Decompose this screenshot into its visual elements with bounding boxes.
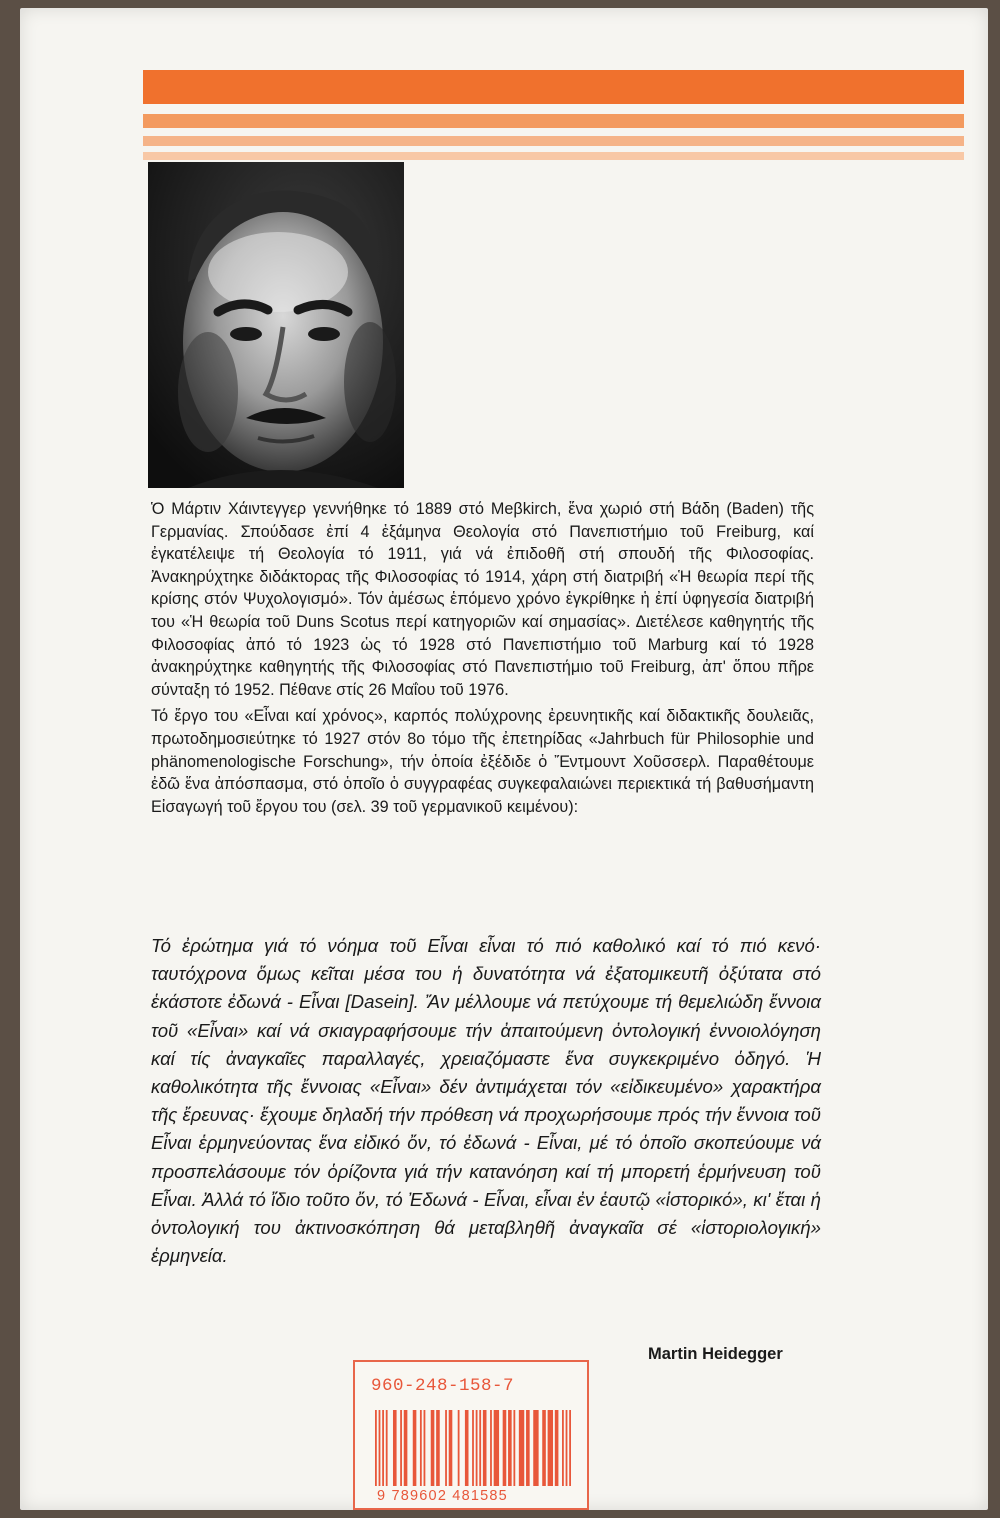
barcode-bar: [436, 1410, 440, 1486]
barcode-bar: [420, 1410, 422, 1486]
barcode-bar: [431, 1410, 435, 1486]
barcode-bar: [555, 1410, 559, 1486]
barcode-bar: [445, 1410, 447, 1486]
heidegger-quote: Τό ἐρώτημα γιά τό νόημα τοῦ Εἶναι εἶναι τό πιό καθολικό καί τό πιό κενό· ταυτόχρονα ὅμως κεῖται μέσα του ἡ δυνατότητα νά ἐξατομικευτῆ ὀξύτατα στό ἑκάστοτε ἐδωνά - Εἶναι [Dasein]. Ἄν μέλλουμε νά πετύχουμε τή θεμελιώδη ἔννοια τοῦ «Εἶναι» καί νά σκιαγραφήσουμε τήν ἀπαιτούμενη ὀντολογική ἐννοιολόγηση καί τίς ἀναγκαῖες παραλλαγές, χρειαζόμαστε ἕνα συγκεκριμένο ὁδηγό. Ἡ καθολικότητα τῆς ἔννοιας «Εἶναι» δέν ἀντιμάχεται τόν «εἰδικευμένο» χαρακτήρα τῆς ἔρευνας· ἔχουμε δηλαδή τήν πρόθεση νά προχωρήσουμε πρός τήν ἔννοια τοῦ Εἶναι ἑρμηνεύοντας ἕνα εἰδικό ὄν, τό ἐδωνά - Εἶναι, μέ τό ὁποῖο σκοπεύουμε νά προσπελάσουμε τόν ὁρίζοντα γιά τήν κατανόηση καί τή μπορετή ἑρμήνευση τοῦ Εἶναι. Ἀλλά τό ἴδιο τοῦτο ὄν, τό Ἐδωνά - Εἶναι, εἶναι ἐν ἑαυτῷ «ἱστορικό», κι' ἔται ἡ ὀντολογική του ἀκτινοσκόπηση θά μεταβληθῆ ἀναγκαῖα σέ «ἱστοριολογική» ἑρμηνεία.: [151, 935, 821, 1267]
portrait-illustration: [148, 162, 404, 488]
orange-stripe-4: [143, 152, 964, 160]
barcode-bar: [379, 1410, 381, 1486]
barcode-bar: [375, 1410, 377, 1486]
orange-stripe-2: [143, 114, 964, 128]
barcode-bar: [382, 1410, 384, 1486]
barcode-bar: [533, 1410, 538, 1486]
barcode-bar: [393, 1410, 397, 1486]
orange-stripe-3: [143, 136, 964, 146]
barcode-bar: [569, 1410, 571, 1486]
barcode-bar: [494, 1410, 499, 1486]
barcode-bar: [465, 1410, 469, 1486]
barcode-bar: [566, 1410, 568, 1486]
barcode-bar: [519, 1410, 524, 1486]
barcode-bar: [400, 1410, 402, 1486]
barcode-bar: [479, 1410, 481, 1486]
barcode-bar: [476, 1410, 478, 1486]
quote-author: Martin Heidegger: [648, 1345, 783, 1363]
barcode-bar: [490, 1410, 492, 1486]
author-portrait-photo: [148, 162, 404, 488]
barcode-graphic: [375, 1410, 571, 1486]
barcode-bar: [449, 1410, 453, 1486]
bio-paragraph-2: Τό ἔργο του «Εἶναι καί χρόνος», καρπός πολύχρονης ἐρευνητικῆς καί διδακτικῆς δουλειᾶς, πρωτοδημοσιεύτηκε τό 1927 στόν 8ο τόμο τῆς ἐπετηρίδας «Jahrbuch für Philosophie und phänomenologische Forschung», τήν ὁποία ἐξέδιδε ὁ Ἔντμουντ Χοῦσσερλ. Παραθέτουμε ἐδῶ ἕνα ἀπόσπασμα, στό ὁποῖο ὁ συγγραφέας συγκεφαλαιώνει περιεκτικά τή βαθυσήμαντη Εἰσαγωγή τοῦ ἔργου του (σελ. 39 τοῦ γερμανικοῦ κειμένου):: [151, 707, 814, 816]
barcode-bar: [548, 1410, 553, 1486]
barcode-bar: [542, 1410, 546, 1486]
author-biography: [151, 498, 814, 818]
bio-paragraph-1: Ὁ Μάρτιν Χάιντεγγερ γεννήθηκε τό 1889 στό Meβkirch, ἕνα χωριό στή Βάδη (Baden) τῆς Γερμανίας. Σπούδασε ἐπί 4 ἑξάμηνα Θεολογία στό Πανεπιστήμιο τοῦ Freiburg, καί ἐγκατέλειψε τή Θεολογία τό 1911, γιά νά ἐπιδοθῆ στή σπουδή τῆς Φιλοσοφίας. Ἀνακηρύχτηκε διδάκτορας τῆς Φιλοσοφίας τό 1914, χάρη στή διατριβή «Ἡ θεωρία περί τῆς κρίσης στόν Ψυχολογισμό». Τόν ἀμέσως ἑπόμενο χρόνο ἐγκρίθηκε ἡ ἐπί ὑφηγεσία διατριβή του «Ἡ θεωρία τοῦ Duns Scotus περί κατηγοριῶν καί σημασίας». Διετέλεσε καθηγητής τῆς Φιλοσοφίας ἀπό τό 1923 ὡς τό 1928 στό Πανεπιστήμιο τοῦ Marburg καί τό 1928 ἀνακηρύχτηκε καθηγητής τῆς Φιλοσοφίας στό Πανεπιστήμιο τοῦ Freiburg, ἀπ' ὅπου πῆρε σύνταξη τό 1952. Πέθανε στίς 26 Μαΐου τοῦ 1976.: [151, 500, 814, 699]
barcode-bar: [562, 1410, 564, 1486]
barcode-bar: [526, 1410, 530, 1486]
barcode-bar: [513, 1410, 515, 1486]
stripe-gap-2: [143, 128, 964, 136]
barcode-bar: [413, 1410, 417, 1486]
barcode-bar: [424, 1410, 426, 1486]
barcode-digits: 9 789602 481585: [377, 1488, 508, 1504]
barcode-bar: [404, 1410, 408, 1486]
orange-stripe-1: [143, 70, 964, 104]
isbn-number: 960-248-158-7: [371, 1376, 515, 1396]
barcode-bar: [472, 1410, 474, 1486]
isbn-barcode-sticker: [353, 1360, 589, 1510]
stripe-gap-1: [143, 104, 964, 114]
barcode-bar: [503, 1410, 507, 1486]
barcode-bar: [458, 1410, 460, 1486]
barcode-bar: [508, 1410, 512, 1486]
barcode-bar: [386, 1410, 388, 1486]
barcode-bar: [483, 1410, 487, 1486]
